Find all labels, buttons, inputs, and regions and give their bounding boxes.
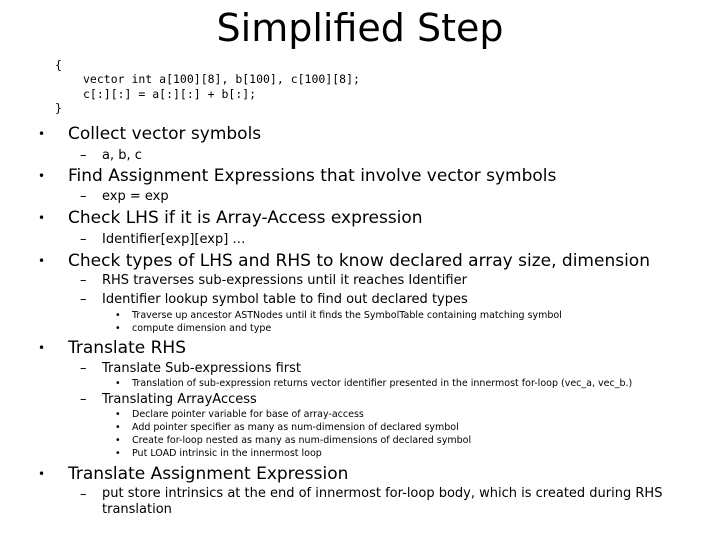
bullet-marker: • [115,448,121,459]
sub-bullet-text: Translating ArrayAccess [102,392,257,407]
sub-sub-bullet-text: compute dimension and type [132,323,272,334]
bullet-text: Collect vector symbols [68,124,262,144]
bullet-marker: • [115,378,121,389]
slide-title: Simplified Step [216,6,504,50]
bullet-text: Translate Assignment Expression [68,464,349,484]
code-line-2: c[:][:] = a[:][:] + b[:]; [83,87,257,101]
sub-bullet-text: a, b, c [102,148,142,163]
sub-bullet-text: Translate Sub-expressions first [102,361,302,376]
code-close-brace: } [55,101,62,115]
dash-marker: – [80,292,87,307]
sub-sub-bullet-text: Create for-loop nested as many as num-dimensions of declared symbol [132,435,472,446]
bullet-text: Check types of LHS and RHS to know declared array size, dimension [68,251,650,271]
dash-marker: – [80,361,87,376]
dash-marker: – [80,148,87,163]
bullet-marker: • [115,422,121,433]
bullet-marker: • [38,169,46,183]
sub-sub-bullet-text: Traverse up ancestor ASTNodes until it finds the SymbolTable containing matching symbol [132,310,562,321]
sub-sub-bullet-text: Add pointer specifier as many as num-dimension of declared symbol [132,422,459,433]
dash-marker: – [80,392,87,407]
code-line-1: vector int a[100][8], b[100], c[100][8]; [83,72,360,86]
dash-marker: – [80,232,87,247]
sub-bullet-text: RHS traverses sub-expressions until it reaches Identifier [102,273,467,288]
sub-bullet-text: put store intrinsics at the end of innermost for-loop body, which is created during RHS translation [102,486,663,517]
sub-sub-bullet-text: Translation of sub-expression returns vector identifier presented in the innermost for-loop (vec_a, vec_b.) [132,378,633,389]
sub-sub-bullet-text: Declare pointer variable for base of array-access [132,409,364,420]
bullet-marker: • [38,127,46,141]
bullet-marker: • [38,211,46,225]
sub-bullet-text: Identifier[exp][exp] … [102,232,246,247]
bullet-marker: • [115,435,121,446]
dash-marker: – [80,273,87,288]
bullet-marker: • [115,310,121,321]
dash-marker: – [80,189,87,204]
bullet-marker: • [38,254,46,268]
bullet-text: Find Assignment Expressions that involve vector symbols [68,166,557,186]
bullet-marker: • [38,467,46,481]
sub-sub-bullet-text: Put LOAD intrinsic in the innermost loop [132,448,322,459]
bullet-marker: • [38,341,46,355]
sub-bullet-text: Identifier lookup symbol table to find out declared types [102,292,468,307]
code-open-brace: { [55,58,62,72]
bullet-marker: • [115,323,121,334]
sub-bullet-text: exp = exp [102,189,169,204]
bullet-text: Translate RHS [68,338,186,358]
bullet-marker: • [115,409,121,420]
dash-marker: – [80,487,87,502]
bullet-text: Check LHS if it is Array-Access expression [68,208,423,228]
